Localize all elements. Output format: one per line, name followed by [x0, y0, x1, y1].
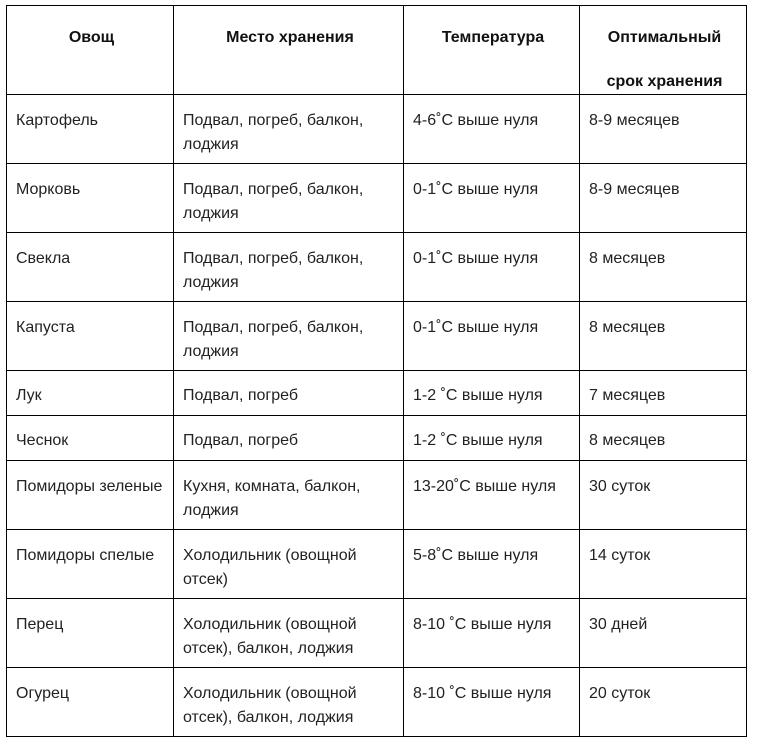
- cell-temperature: 0-1˚С выше нуля: [404, 302, 580, 371]
- table-row: [7, 530, 747, 599]
- table-row: [7, 416, 747, 461]
- cell-temperature: 1-2 ˚С выше нуля: [404, 371, 580, 416]
- cell-temperature: 5-8˚С выше нуля: [404, 530, 580, 599]
- cell-storage: Холодильник (овощной отсек), балкон, лоджия: [174, 668, 404, 737]
- cell-vegetable: Картофель: [7, 95, 174, 164]
- cell-temperature: 0-1˚С выше нуля: [404, 233, 580, 302]
- cell-vegetable: Свекла: [7, 233, 174, 302]
- cell-term: 30 дней: [580, 599, 747, 668]
- table-row: [7, 95, 747, 164]
- cell-storage: Холодильник (овощной отсек): [174, 530, 404, 599]
- table-row: [7, 233, 747, 302]
- table-row: [7, 599, 747, 668]
- cell-term: 8 месяцев: [580, 233, 747, 302]
- cell-temperature: 13-20˚С выше нуля: [404, 461, 580, 530]
- cell-temperature: 8-10 ˚С выше нуля: [404, 599, 580, 668]
- cell-term: 8 месяцев: [580, 416, 747, 461]
- cell-vegetable: Чеснок: [7, 416, 174, 461]
- header-term-line1: Оптимальный: [607, 29, 722, 46]
- header-term: [580, 6, 747, 95]
- cell-storage: Подвал, погреб, балкон, лоджия: [174, 302, 404, 371]
- table-row: [7, 461, 747, 530]
- cell-temperature: 1-2 ˚С выше нуля: [404, 416, 580, 461]
- table-row: [7, 371, 747, 416]
- cell-vegetable: Перец: [7, 599, 174, 668]
- header-temperature: Температура: [404, 6, 580, 95]
- cell-term: 8 месяцев: [580, 302, 747, 371]
- cell-vegetable: Лук: [7, 371, 174, 416]
- cell-term: 30 суток: [580, 461, 747, 530]
- cell-storage: Подвал, погреб, балкон, лоджия: [174, 95, 404, 164]
- cell-vegetable: Капуста: [7, 302, 174, 371]
- cell-temperature: 4-6˚С выше нуля: [404, 95, 580, 164]
- storage-table: [6, 5, 747, 737]
- header-term-line2: срок хранения: [606, 73, 723, 90]
- cell-storage: Кухня, комната, балкон, лоджия: [174, 461, 404, 530]
- table-row: [7, 668, 747, 737]
- cell-storage: Подвал, погреб: [174, 416, 404, 461]
- cell-vegetable: Помидоры спелые: [7, 530, 174, 599]
- header-storage: Место хранения: [174, 6, 404, 95]
- cell-vegetable: Помидоры зеленые: [7, 461, 174, 530]
- cell-storage: Подвал, погреб, балкон, лоджия: [174, 164, 404, 233]
- cell-term: 14 суток: [580, 530, 747, 599]
- cell-term: 7 месяцев: [580, 371, 747, 416]
- cell-storage: Подвал, погреб: [174, 371, 404, 416]
- table-row: [7, 302, 747, 371]
- cell-vegetable: Огурец: [7, 668, 174, 737]
- cell-temperature: 8-10 ˚С выше нуля: [404, 668, 580, 737]
- cell-storage: Подвал, погреб, балкон, лоджия: [174, 233, 404, 302]
- cell-term: 8-9 месяцев: [580, 164, 747, 233]
- header-vegetable: Овощ: [7, 6, 174, 95]
- cell-vegetable: Морковь: [7, 164, 174, 233]
- cell-term: 20 суток: [580, 668, 747, 737]
- header-row: [7, 6, 747, 95]
- cell-temperature: 0-1˚С выше нуля: [404, 164, 580, 233]
- table-row: [7, 164, 747, 233]
- cell-storage: Холодильник (овощной отсек), балкон, лоджия: [174, 599, 404, 668]
- cell-term: 8-9 месяцев: [580, 95, 747, 164]
